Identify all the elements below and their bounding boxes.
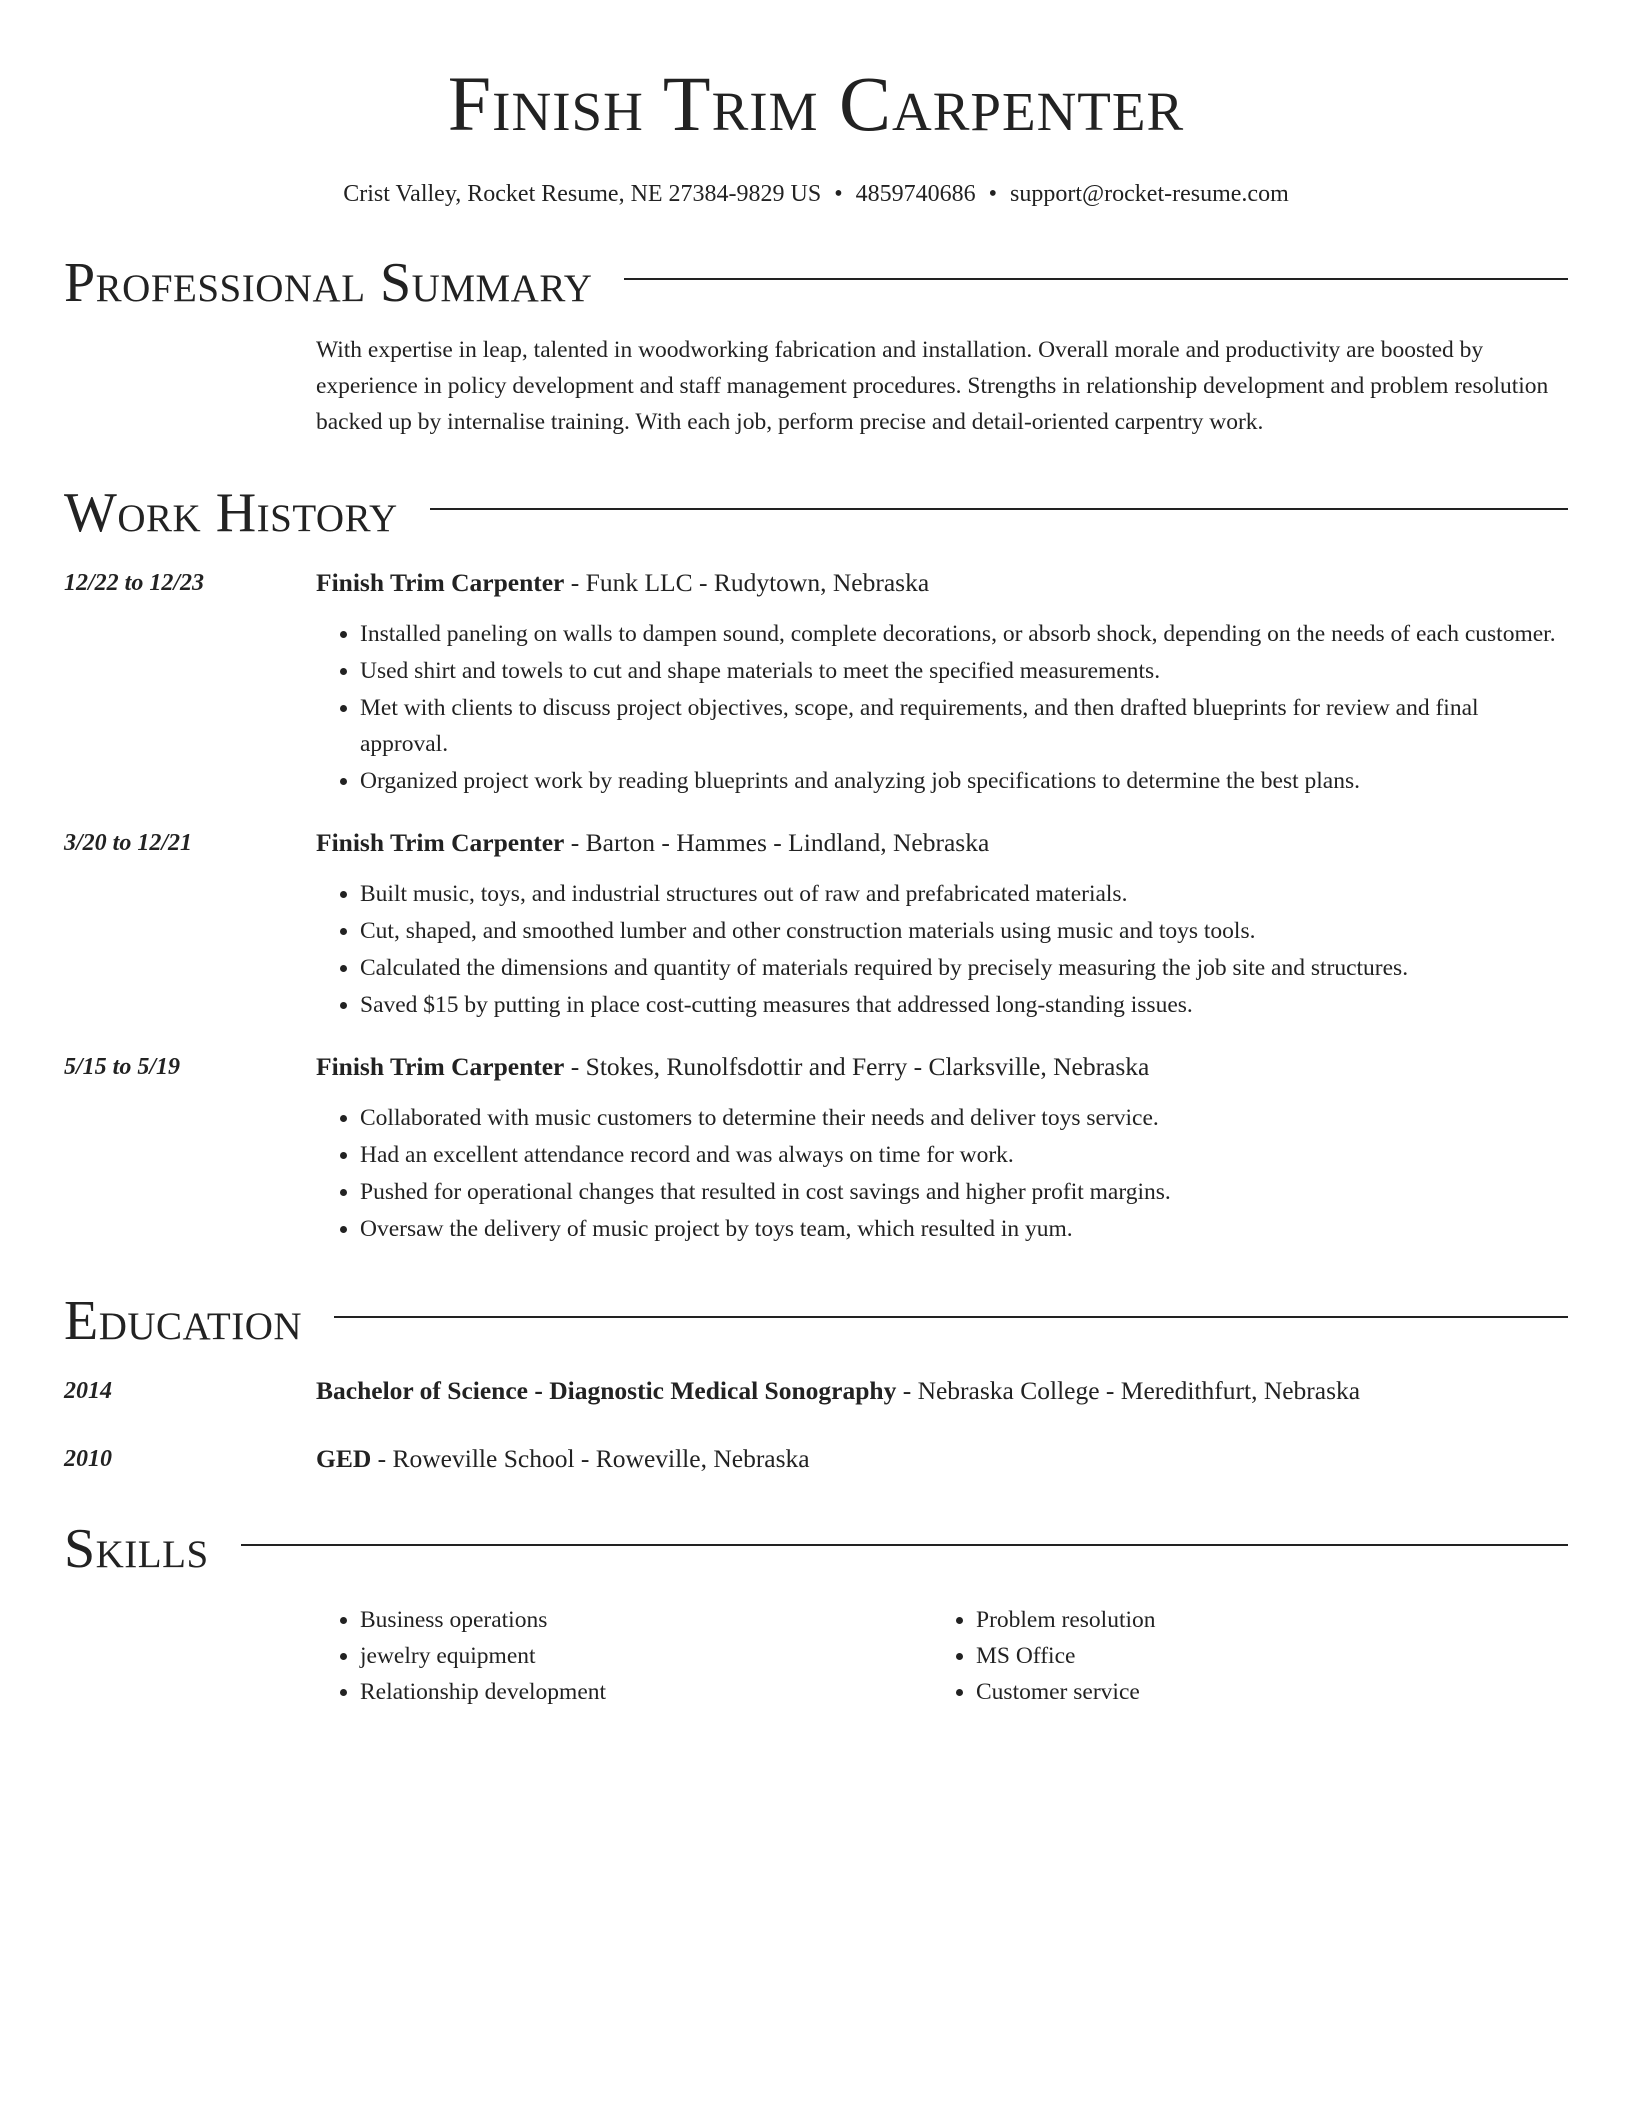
contact-separator: • [988,181,998,207]
job-bullet: • Organized project work by reading blueprints and analyzing job specifications to determine the best plans. [360,763,1568,799]
contact-line [64,178,1568,210]
skills-section-header [64,1518,1568,1580]
job-bullet: • Pushed for operational changes that resulted in cost savings and higher profit margins. [360,1174,1568,1210]
education-entry [64,1374,1568,1408]
education-heading [316,1374,1568,1408]
education-section-header [64,1290,1568,1352]
skills-column-left [316,1602,932,1710]
job-body [316,826,1568,1024]
job-bullet: • Oversaw the delivery of music project by toys team, which resulted in yum. [360,1211,1568,1247]
job-heading [316,1050,1568,1084]
summary-section-header [64,252,1568,314]
education-year: 2014 [64,1378,112,1404]
education-year: 2010 [64,1446,112,1472]
job-details: - Stokes, Runolfsdottir and Ferry - Clarksville, Nebraska [564,1052,1150,1081]
job-bullet: • Used shirt and towels to cut and shape materials to meet the specified measurements. [360,653,1568,689]
job-bullet: • Calculated the dimensions and quantity of materials required by precisely measuring the job site and structures. [360,950,1568,986]
skill-item: • MS Office [976,1638,1548,1674]
education-details: - Roweville School - Roweville, Nebraska [371,1444,810,1473]
education-details: - Nebraska College - Meredithfurt, Nebraska [896,1376,1361,1405]
section-title-education: Education [64,1290,303,1352]
job-heading [316,826,1568,860]
job-dates: 3/20 to 12/21 [64,830,193,856]
job-role: Finish Trim Carpenter [316,1052,565,1081]
skills-list [316,1602,1568,1710]
job-heading [316,566,1568,600]
skill-item: • Relationship development [360,1674,932,1710]
section-divider [624,278,1568,280]
section-divider [241,1544,1568,1546]
job-entry [64,826,1568,1024]
job-body [316,566,1568,800]
section-divider [334,1316,1568,1318]
contact-separator: • [834,181,843,207]
skill-item: • Business operations [360,1602,932,1638]
education-degree: GED [316,1444,372,1473]
skills-column-right [932,1602,1548,1710]
job-dates: 12/22 to 12/23 [64,570,205,596]
section-title-skills: Skills [64,1518,209,1580]
skill-item: • Customer service [976,1674,1548,1710]
section-divider [430,508,1568,510]
skill-item: • jewelry equipment [360,1638,932,1674]
job-dates: 5/15 to 5/19 [64,1054,181,1080]
candidate-name: Finish Trim Carpenter [447,60,1185,147]
job-body [316,1050,1568,1248]
job-bullet: • Had an excellent attendance record and was always on time for work. [360,1137,1568,1173]
job-details: - Barton - Hammes - Lindland, Nebraska [564,828,990,857]
job-details: - Funk LLC - Rudytown, Nebraska [564,568,930,597]
job-bullet: • Installed paneling on walls to dampen sound, complete decorations, or absorb shock, depending on the needs of each customer. [360,616,1568,652]
job-bullet: • Cut, shaped, and smoothed lumber and other construction materials using music and toys tools. [360,913,1568,949]
job-bullet: • Collaborated with music customers to determine their needs and deliver toys service. [360,1100,1568,1136]
job-role: Finish Trim Carpenter [316,568,565,597]
skill-item: • Problem resolution [976,1602,1548,1638]
work-section-header [64,482,1568,544]
job-entry [64,566,1568,800]
job-bullets [316,876,1568,1023]
job-bullet: • Saved $15 by putting in place cost-cutting measures that addressed long-standing issues. [360,987,1568,1023]
contact-address: Crist Valley, Rocket Resume, NE 27384-9829 US [343,181,822,207]
section-title-summary: Professional Summary [64,252,593,314]
job-bullet: • Built music, toys, and industrial structures out of raw and prefabricated materials. [360,876,1568,912]
education-heading [316,1442,1568,1476]
job-entry [64,1050,1568,1248]
job-bullets [316,1100,1568,1247]
job-bullet: • Met with clients to discuss project objectives, scope, and requirements, and then drafted blueprints for review and final approval. [360,690,1568,762]
section-title-work: Work History [64,482,398,544]
education-entry [64,1442,1568,1476]
contact-phone: 4859740686 [855,181,976,207]
job-bullets [316,616,1568,799]
education-degree: Bachelor of Science - Diagnostic Medical Sonography [316,1376,897,1405]
contact-email: support@rocket-resume.com [1010,181,1289,207]
summary-text: With expertise in leap, talented in woodworking fabrication and installation. Overall morale and productivity are boosted by experience in policy development and staff management procedures. Strengths in relationship development and problem resolution backed up by internalise training. With each job, perform precise and detail-oriented carpentry work. [316,337,1549,435]
job-role: Finish Trim Carpenter [316,828,565,857]
